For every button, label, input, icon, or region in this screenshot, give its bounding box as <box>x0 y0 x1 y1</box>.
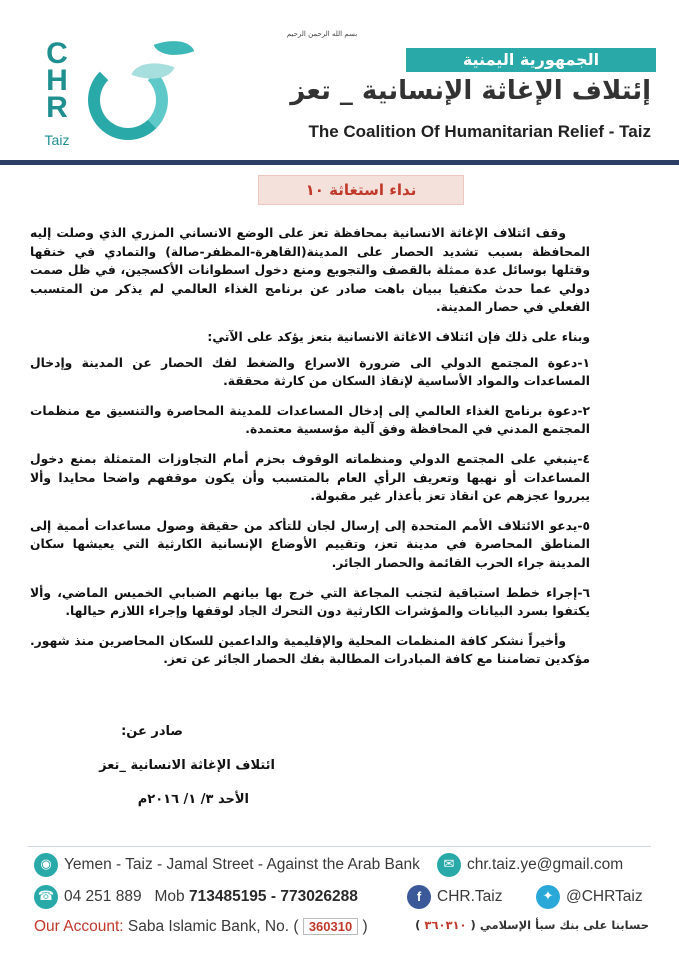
republic-banner: الجمهورية اليمنية <box>406 48 656 72</box>
logo-letter-h: H <box>46 64 68 97</box>
footer-divider <box>28 846 651 847</box>
phone-icon: ☎ <box>34 885 58 909</box>
letter-point-5: ٥-يدعو الائتلاف الأمم المتحدة إلى إرسال لجان للتأكد من حقيقة وصول مساعدات أممية إلى المناطق المحاصرة في مدينة تعز، وتقييم الأوضاع الإنسانية الكارثية التي يعيشها سكان المدينة جراء الحرب القائمة والحصار الجائر. <box>30 518 590 570</box>
mobile-numbers: 713485195 - 773026288 <box>188 888 358 905</box>
letter-point-4: ٤-ينبغي على المجتمع الدولي ومنظماته الوقوف بحزم أمام التجاوزات المتمثلة بمنع دخول المساعدات أو نهبها وتعريف الرأي العام بالمتسبب وأن يكون موقفهم واضحا محايدا وألا يبرروا عجزهم عن انقاذ تعز بأعذار غير مقبولة. <box>30 451 590 504</box>
logo-letter-r: R <box>46 91 68 124</box>
coalition-name-english: The Coalition Of Humanitarian Relief - Taiz <box>308 122 651 141</box>
account-ar-text: حسابنا على بنك سبأ الإسلامي <box>479 918 649 932</box>
issued-by-label: صادر عن: <box>121 724 183 739</box>
twitter-icon: ✦ <box>536 885 560 909</box>
account-ar-number: ٣٦٠٣١٠ <box>424 918 467 932</box>
logo-leaf-icon <box>154 32 195 63</box>
appeal-title: نداء استغاثة ١٠ <box>258 175 464 205</box>
letter-body <box>30 224 590 680</box>
letter-closing: وأخيراً نشكر كافة المنظمات المحلية والإقليمية والداعمين للسكان المحاصرين منذ شهور. مؤكدين تضامننا مع كافة المبادرات المطالبة بفك الحصار الجائر عن تعز. <box>30 633 590 667</box>
contact-phones <box>64 888 358 906</box>
address-text: Yemen - Taiz - Jamal Street - Against the Arab Bank <box>64 856 420 873</box>
logo-letters <box>42 37 72 124</box>
issuer-org: ائتلاف الإغاثة الانسانية _تعز <box>99 758 275 773</box>
header-divider <box>0 160 679 165</box>
basmala: بسم الله الرحمن الرحيم <box>286 30 358 38</box>
chr-logo <box>38 30 198 160</box>
bank-account-english: Our Account: Saba Islamic Bank, No. ( 360310 ) <box>34 918 368 935</box>
facebook-handle[interactable]: CHR.Taiz <box>437 888 503 905</box>
location-pin-icon: ◉ <box>34 853 58 877</box>
letter-point-6: ٦-إجراء خطط استباقية لتجنب المجاعة التي خرج بها بيانهم الضبابي الخميس الماضي، وألا يكتفوا بسرد البيانات والمؤشرات الكارثية دون التحرك الجاد لوقفها وإجراء اللازم حيالها. <box>30 585 590 619</box>
facebook-icon: f <box>407 885 431 909</box>
logo-city: Taiz <box>44 132 70 148</box>
account-label: Our Account: <box>34 918 124 935</box>
phone-number: 04 251 889 <box>64 888 142 905</box>
email-link[interactable]: chr.taiz.ye@gmail.com <box>467 856 624 873</box>
logo-letter-c: C <box>46 37 68 70</box>
coalition-name-arabic: إئتلاف الإغاثة الإنسانية _ تعز <box>290 76 651 106</box>
twitter-handle[interactable]: @CHRTaiz <box>566 888 643 905</box>
letter-intro: وقف ائتلاف الإغاثة الانسانية بمحافظة تعز على الوضع الانساني المزري الذي وصلت إليه المحافظة بسبب تشديد الحصار على المدينة(القاهرة-المظفر-صالة) والتمادي في خنقها وقتلها بوسائل عدة ممثلة بالقصف والتجويع ومنع دخول اسطوانات الأكسجين، في ظل صمت دولي عما حدث مكتفيا ببيان باهت صادر عن برنامج الغذاء العالمي لم يذكر من المتسبب الفعلي في حصار المدينة. <box>30 226 590 315</box>
issue-date: الأحد ٣/ ١/ ٢٠١٦م <box>137 792 249 807</box>
bank-account-arabic: حسابنا على بنك سبأ الإسلامي ( ٣٦٠٣١٠ ) <box>415 918 649 932</box>
account-number: 360310 <box>303 918 358 935</box>
letter-lead: وبناء على ذلك فإن ائتلاف الاغاثة الانسانية بتعز يؤكد على الآتي: <box>207 329 590 344</box>
email-icon: ✉ <box>437 853 461 877</box>
mobile-label: Mob <box>154 888 185 905</box>
letter-point-2: ٢-دعوة برنامج الغذاء العالمي إلى إدخال المساعدات للمدينة المحاصرة والتنسيق مع منظمات المجتمع المدني في المحافظة وفق آلية مؤسسية معتمدة. <box>30 403 590 437</box>
letter-point-1: ١-دعوة المجتمع الدولي الى ضرورة الاسراع والضغط لفك الحصار عن المدينة وإدخال المساعدات والمواد الأساسية لإنقاذ السكان من كارثة محققة. <box>30 355 590 389</box>
account-bank-text: Saba Islamic Bank, No. <box>127 918 290 935</box>
